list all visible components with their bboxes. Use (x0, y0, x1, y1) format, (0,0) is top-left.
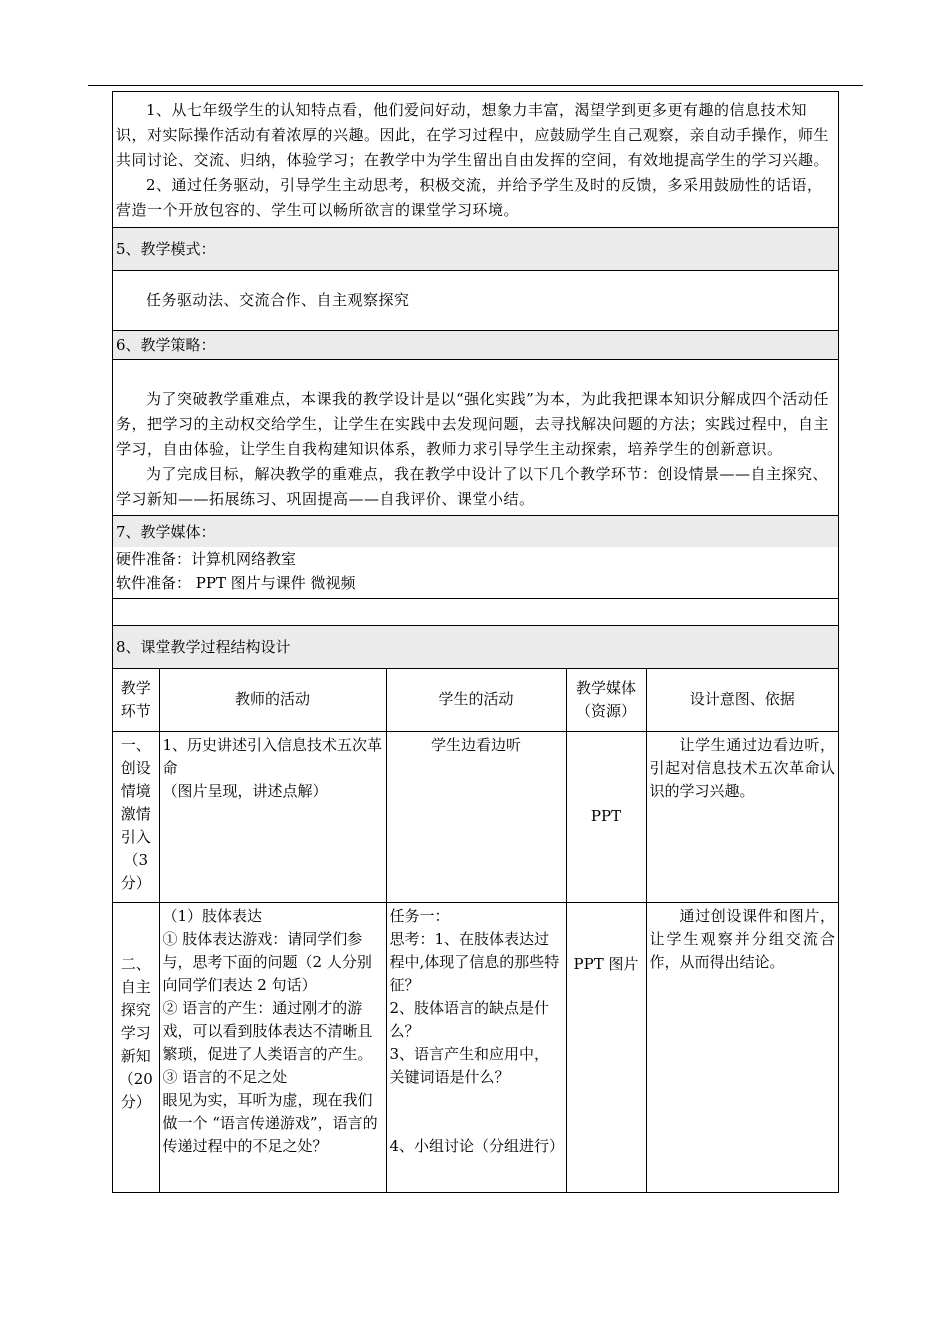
section6-para-2: 为了完成目标，解决教学的重难点，我在教学中设计了以下几个教学环节：创设情景——自主探究、学习新知——拓展练习、巩固提高——自我评价、课堂小结。 (116, 465, 829, 508)
process-table-block (113, 669, 838, 1192)
row2-teacher-line-4: ③ 语言的不足之处 (162, 1067, 288, 1086)
section6-title-text: 6、教学策略： (116, 336, 216, 354)
section6-content (113, 360, 838, 516)
hardware-line: 硬件准备：计算机网络教室 (116, 550, 297, 568)
header-intent: 设计意图、依据 (646, 669, 838, 731)
intro-para-1: 1、从七年级学生的认知特点看，他们爱问好动，想象力丰富，渴望学到更多更有趣的信息技术知识，对实际操作活动有着浓厚的兴趣。因此，在学习过程中，应鼓励学生自己观察，亲自动手操作，师生共同讨论、交流、归纳，体验学习；在教学中为学生留出自由发挥的空间，有效地提高学生的学习兴趣。 (116, 101, 830, 169)
section8-title-text: 8、课堂教学过程结构设计 (116, 638, 291, 656)
section5-content-text: 任务驱动法、交流合作、自主观察探究 (146, 291, 410, 309)
row2-teacher-line-5: 眼见为实，耳听为虚，现在我们做一个 “语言传递游戏”，语言的传递过程中的不足之处？ (162, 1090, 378, 1155)
section7-title (113, 516, 838, 547)
row1-stage: 一、创设情境激情引入（3分） (113, 731, 159, 902)
header-stage: 教学环节 (113, 669, 159, 731)
table-row (113, 902, 838, 1192)
row2-student-line-2: 思考：1、在肢体表达过程中,体现了信息的那些特征？ (389, 929, 560, 994)
row2-student-line-3: 2、肢体语言的缺点是什么？ (389, 998, 550, 1040)
row2-student-line-5: 4、小组讨论（分组进行） (389, 1136, 565, 1155)
row2-teacher-line-3: ② 语言的产生：通过刚才的游戏，可以看到肢体表达不清晰且繁琐，促进了人类语言的产生。 (162, 998, 373, 1063)
process-table (113, 669, 838, 1192)
header-rule (88, 85, 863, 86)
empty-spacer (113, 599, 838, 626)
header-teacher: 教师的活动 (159, 669, 386, 731)
row1-media: PPT (566, 731, 646, 902)
row2-teacher-line-2: ① 肢体表达游戏：请同学们参与，思考下面的问题（2 人分别向同学们表达 2 句话） (162, 929, 372, 994)
header-media: 教学媒体（资源） (566, 669, 646, 731)
software-line: 软件准备： PPT 图片与课件 微视频 (116, 574, 356, 592)
lesson-plan-document (112, 91, 839, 1193)
header-student: 学生的活动 (386, 669, 566, 731)
section5-content (113, 271, 838, 331)
row2-intent: 通过创设课件和图片，让学生观察并分组交流合作，从而得出结论。 (646, 902, 838, 1192)
row2-student-line-4: 3、语言产生和应用中，关键词语是什么？ (389, 1044, 550, 1086)
section6-title (113, 331, 838, 360)
row2-teacher-line-1: （1）肢体表达 (162, 906, 263, 925)
row2-student-line-1: 任务一： (389, 906, 450, 925)
table-header-row (113, 669, 838, 731)
section7-content (113, 547, 838, 599)
row2-stage: 二、自主探究学习新知（20分） (113, 902, 159, 1192)
row1-teacher-line-2: （图片呈现，讲述点解） (162, 781, 328, 800)
row2-student (386, 902, 566, 1192)
row1-student: 学生边看边听 (386, 731, 566, 902)
intro-block (113, 92, 838, 228)
row2-teacher (159, 902, 386, 1192)
section6-para-1: 为了突破教学重难点，本课我的教学设计是以“强化实践”为本，为此我把课本知识分解成四个活动任务，把学习的主动权交给学生，让学生在实践中去发现问题，去寻找解决问题的方法；实践过程中，自主学习，自由体验，让学生自我构建知识体系，教师力求引导学生主动探索，培养学生的创新意识。 (116, 390, 830, 458)
section5-title (113, 228, 838, 271)
table-row (113, 731, 838, 902)
section7-title-text: 7、教学媒体： (116, 522, 216, 541)
row1-intent: 让学生通过边看边听，引起对信息技术五次革命认识的学习兴趣。 (646, 731, 838, 902)
row1-teacher-line-1: 1、历史讲述引入信息技术五次革命 (162, 735, 383, 777)
section8-title (113, 626, 838, 669)
row1-teacher (159, 731, 386, 902)
intro-para-2: 2、通过任务驱动，引导学生主动思考，积极交流，并给予学生及时的反馈，多采用鼓励性的话语，营造一个开放包容的、学生可以畅所欲言的课堂学习环境。 (116, 176, 823, 219)
row2-media: PPT 图片 (566, 902, 646, 1192)
section5-title-text: 5、教学模式： (116, 240, 216, 258)
